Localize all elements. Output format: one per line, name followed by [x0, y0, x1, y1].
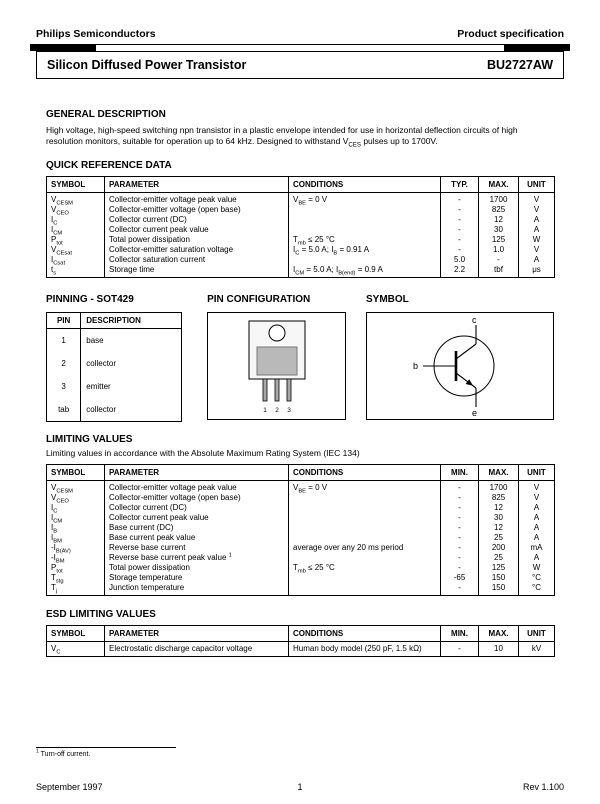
table-cell: $V_{CEO}$ [47, 205, 105, 215]
lead-2 [275, 379, 279, 401]
column-header: PARAMETER [105, 465, 289, 481]
table-cell: A [519, 503, 555, 513]
table-cell [289, 493, 441, 503]
table-cell: base [81, 329, 182, 353]
table-cell: emitter [81, 375, 182, 398]
table-cell: $V_{BE} = 0$ V [289, 193, 441, 206]
table-cell: $V_{CEO}$ [47, 493, 105, 503]
table-cell: Human body model (250 pF, 1.5 kΩ) [289, 642, 441, 657]
emitter-arrow [466, 380, 473, 387]
table-row [47, 583, 555, 596]
page-header [36, 28, 564, 40]
table-row [47, 481, 555, 494]
table-cell: $I_{CM}$ [47, 225, 105, 235]
table-cell: Junction temperature [105, 583, 289, 596]
table-row [47, 352, 182, 375]
column-header: CONDITIONS [289, 465, 441, 481]
column-header: UNIT [519, 465, 555, 481]
table-cell: - [441, 503, 479, 513]
table-cell: 12 [479, 523, 519, 533]
table-cell: 1700 [479, 481, 519, 494]
column-header: MIN. [441, 626, 479, 642]
pinning-table [46, 312, 182, 422]
table-cell: $I_C$ [47, 503, 105, 513]
header-row [47, 177, 555, 193]
table-row [47, 375, 182, 398]
column-header: PARAMETER [105, 177, 289, 193]
table-cell: - [441, 193, 479, 206]
pin-1-label: 1 [262, 407, 267, 415]
table-cell: - [441, 553, 479, 563]
table-cell: - [441, 205, 479, 215]
table-cell [289, 503, 441, 513]
table-cell: - [441, 235, 479, 245]
column-header: DESCRIPTION [81, 313, 182, 329]
npn-transistor-symbol [367, 314, 553, 418]
column-header: PARAMETER [105, 626, 289, 642]
table-cell: $I_C$ [47, 215, 105, 225]
table-cell: $T_{stg}$ [47, 573, 105, 583]
pinning-heading: PINNING - SOT429 [46, 294, 134, 306]
general-description-heading: GENERAL DESCRIPTION [46, 109, 166, 120]
table-cell: - [441, 225, 479, 235]
table-cell: $P_{tot}$ [47, 563, 105, 573]
quick-reference-heading: QUICK REFERENCE DATA [46, 160, 172, 172]
table-cell: W [519, 563, 555, 573]
emitter-label: e [472, 408, 478, 419]
table-cell: 125 [479, 235, 519, 245]
footer-page-number: 1 [297, 782, 303, 792]
table-cell: 150 [479, 573, 519, 583]
table-cell [289, 513, 441, 523]
table-cell: Electrostatic discharge capacitor voltage [105, 642, 289, 657]
table-cell: 1.0 [479, 245, 519, 255]
table-cell: Collector current (DC) [105, 215, 289, 225]
table-cell: 825 [479, 205, 519, 215]
table-cell [289, 553, 441, 563]
table-cell: Base current (DC) [105, 523, 289, 533]
table-cell: $V_{CESM}$ [47, 481, 105, 494]
table-row [47, 215, 555, 225]
table-cell: Base current peak value [105, 533, 289, 543]
page-footer [36, 782, 564, 792]
mounting-hole [269, 325, 285, 341]
table-cell: V [519, 245, 555, 255]
column-header: SYMBOL [47, 177, 105, 193]
column-header: CONDITIONS [289, 177, 441, 193]
table-cell: 2 [47, 352, 81, 375]
table-cell: 200 [479, 543, 519, 553]
table-cell: collector [81, 352, 182, 375]
header-row [47, 626, 555, 642]
column-header: SYMBOL [47, 626, 105, 642]
table-cell: Collector current (DC) [105, 503, 289, 513]
part-number: BU2727AW [487, 58, 553, 72]
table-row [47, 533, 555, 543]
registration-mark-left [30, 44, 96, 51]
limiting-values-heading: LIMITING VALUES [46, 434, 133, 446]
table-cell: - [441, 523, 479, 533]
footer-revision: Rev 1.100 [522, 782, 564, 792]
table-cell: 1 [47, 329, 81, 353]
table-row [47, 193, 555, 206]
table-row [47, 523, 555, 533]
table-cell: -65 [441, 573, 479, 583]
table-cell: Storage time [105, 265, 289, 278]
table-cell: A [519, 215, 555, 225]
table-row [47, 563, 555, 573]
lead-1 [263, 379, 267, 401]
table-cell: 12 [479, 215, 519, 225]
table-cell: $V_{CEsat}$ [47, 245, 105, 255]
column-header: PIN [47, 313, 81, 329]
table-cell: $V_{CESM}$ [47, 193, 105, 206]
table-cell: - [441, 543, 479, 553]
general-description-text: High voltage, high-speed switching npn transistor in a plastic envelope intended for use in horizontal deflection circuits of high resolution monitors, suitable for operation up to 64 kHz. Designed to withstand $V_{CES}$ pulses up to 1700V. [46, 125, 518, 149]
table-cell: Reverse base current peak value $^1$ [105, 553, 289, 563]
table-cell: - [441, 215, 479, 225]
table-cell: $I_B$ [47, 523, 105, 533]
table-cell: μs [519, 265, 555, 278]
table-cell: 12 [479, 503, 519, 513]
header-doc-type: Product specification [457, 28, 564, 40]
table-cell: $-I_{B(AV)}$ [47, 543, 105, 553]
column-header: TYP. [441, 177, 479, 193]
table-cell: $I_C = 5.0$ A; $I_B = 0.91$ A [289, 245, 441, 255]
esd-heading: ESD LIMITING VALUES [46, 609, 156, 621]
table-cell: A [519, 553, 555, 563]
table-cell: 125 [479, 563, 519, 573]
table-row [47, 553, 555, 563]
table-cell: - [441, 481, 479, 494]
limiting-values-subtitle: Limiting values in accordance with the Absolute Maximum Rating System (IEC 134) [46, 448, 360, 459]
table-cell [289, 225, 441, 235]
pin-configuration-heading: PIN CONFIGURATION [207, 294, 311, 306]
pin-2-label: 2 [274, 407, 279, 415]
document-title: Silicon Diffused Power Transistor [47, 58, 247, 72]
table-row [47, 513, 555, 523]
table-cell [289, 255, 441, 265]
registration-mark-right [504, 44, 570, 51]
table-cell: 5.0 [441, 255, 479, 265]
pin-configuration-figure [207, 312, 346, 420]
table-cell [289, 215, 441, 225]
pinning-section [46, 294, 554, 422]
table-cell: A [519, 225, 555, 235]
limiting-values-table [46, 464, 555, 596]
column-header: MAX. [479, 626, 519, 642]
table-cell: A [519, 533, 555, 543]
table-cell: - [441, 245, 479, 255]
table-cell: 3 [47, 375, 81, 398]
table-cell [289, 533, 441, 543]
column-header: CONDITIONS [289, 626, 441, 642]
column-header: UNIT [519, 626, 555, 642]
table-cell: tbf [479, 265, 519, 278]
table-cell: $-I_{BM}$ [47, 553, 105, 563]
table-cell: Collector current peak value [105, 513, 289, 523]
table-cell: °C [519, 583, 555, 596]
table-cell: A [519, 513, 555, 523]
page-body [46, 109, 554, 657]
table-row [47, 245, 555, 255]
table-cell: tab [47, 398, 81, 422]
table-cell: kV [519, 642, 555, 657]
table-cell [289, 573, 441, 583]
table-cell: - [441, 493, 479, 503]
table-cell: 30 [479, 225, 519, 235]
table-cell: A [519, 523, 555, 533]
table-row [47, 329, 182, 353]
table-row [47, 543, 555, 553]
table-row [47, 235, 555, 245]
table-cell [289, 205, 441, 215]
quick-reference-table [46, 176, 555, 278]
table-cell: $T_{mb} \le 25$ °C [289, 563, 441, 573]
table-cell: $I_{CM}$ [47, 513, 105, 523]
base-label: b [413, 361, 419, 372]
collector-label: c [472, 315, 477, 326]
table-cell: 10 [479, 642, 519, 657]
table-cell: - [441, 513, 479, 523]
column-header: UNIT [519, 177, 555, 193]
footnote [36, 747, 176, 758]
table-cell: Collector-emitter saturation voltage [105, 245, 289, 255]
table-cell: - [441, 642, 479, 657]
table-cell: $T_{mb} \le 25$ °C [289, 235, 441, 245]
column-header: MAX. [479, 177, 519, 193]
table-cell: A [519, 255, 555, 265]
table-cell [289, 583, 441, 596]
symbol-column [366, 294, 554, 422]
lead-3 [287, 379, 291, 401]
table-cell: $P_{tot}$ [47, 235, 105, 245]
table-cell: average over any 20 ms period [289, 543, 441, 553]
table-cell: 25 [479, 553, 519, 563]
table-cell [289, 523, 441, 533]
table-cell: - [441, 583, 479, 596]
table-cell: 2.2 [441, 265, 479, 278]
symbol-figure [366, 312, 554, 420]
table-cell: Storage temperature [105, 573, 289, 583]
table-cell: $I_{BM}$ [47, 533, 105, 543]
table-cell: V [519, 493, 555, 503]
symbol-heading: SYMBOL [366, 294, 409, 306]
product-title-box [36, 51, 564, 79]
pin-configuration-column [207, 294, 346, 422]
footer-date: September 1997 [36, 782, 103, 792]
table-cell: $V_C$ [47, 642, 105, 657]
header-row [47, 313, 182, 329]
header-rule [36, 44, 564, 45]
table-cell: - [441, 563, 479, 573]
sot429-package-drawing [212, 316, 342, 416]
table-cell: 30 [479, 513, 519, 523]
table-row [47, 503, 555, 513]
table-cell: Reverse base current [105, 543, 289, 553]
header-row [47, 465, 555, 481]
table-cell: 825 [479, 493, 519, 503]
table-row [47, 255, 555, 265]
table-cell: Collector saturation current [105, 255, 289, 265]
pinning-column [46, 294, 183, 422]
esd-table [46, 625, 555, 657]
table-cell: $I_{CM} = 5.0$ A; $I_{B(end)} = 0.9$ A [289, 265, 441, 278]
column-header: SYMBOL [47, 465, 105, 481]
table-cell: Collector-emitter voltage peak value [105, 481, 289, 494]
table-cell: 150 [479, 583, 519, 596]
table-cell: 1700 [479, 193, 519, 206]
footnote-text: $^1$ Turn-off current. [36, 748, 91, 758]
table-cell: $I_{Csat}$ [47, 255, 105, 265]
footnote-rule [36, 747, 176, 748]
table-cell: V [519, 193, 555, 206]
column-header: MIN. [441, 465, 479, 481]
table-cell: °C [519, 573, 555, 583]
table-cell: 25 [479, 533, 519, 543]
header-company: Philips Semiconductors [36, 28, 156, 40]
table-cell: Total power dissipation [105, 235, 289, 245]
table-cell: Collector current peak value [105, 225, 289, 235]
table-cell: Total power dissipation [105, 563, 289, 573]
column-header: MAX. [479, 465, 519, 481]
table-cell: collector [81, 398, 182, 422]
table-cell: - [479, 255, 519, 265]
table-cell: V [519, 205, 555, 215]
table-row [47, 642, 555, 657]
pin-3-label: 3 [286, 407, 291, 415]
table-cell: W [519, 235, 555, 245]
table-cell: Collector-emitter voltage peak value [105, 193, 289, 206]
table-row [47, 398, 182, 422]
table-cell: $V_{BE} = 0$ V [289, 481, 441, 494]
table-cell: mA [519, 543, 555, 553]
table-row [47, 225, 555, 235]
table-cell: Collector-emitter voltage (open base) [105, 205, 289, 215]
table-cell: V [519, 481, 555, 494]
table-cell: - [441, 533, 479, 543]
table-row [47, 265, 555, 278]
table-cell: $t_s$ [47, 265, 105, 278]
table-cell: $T_j$ [47, 583, 105, 596]
table-cell: Collector-emitter voltage (open base) [105, 493, 289, 503]
